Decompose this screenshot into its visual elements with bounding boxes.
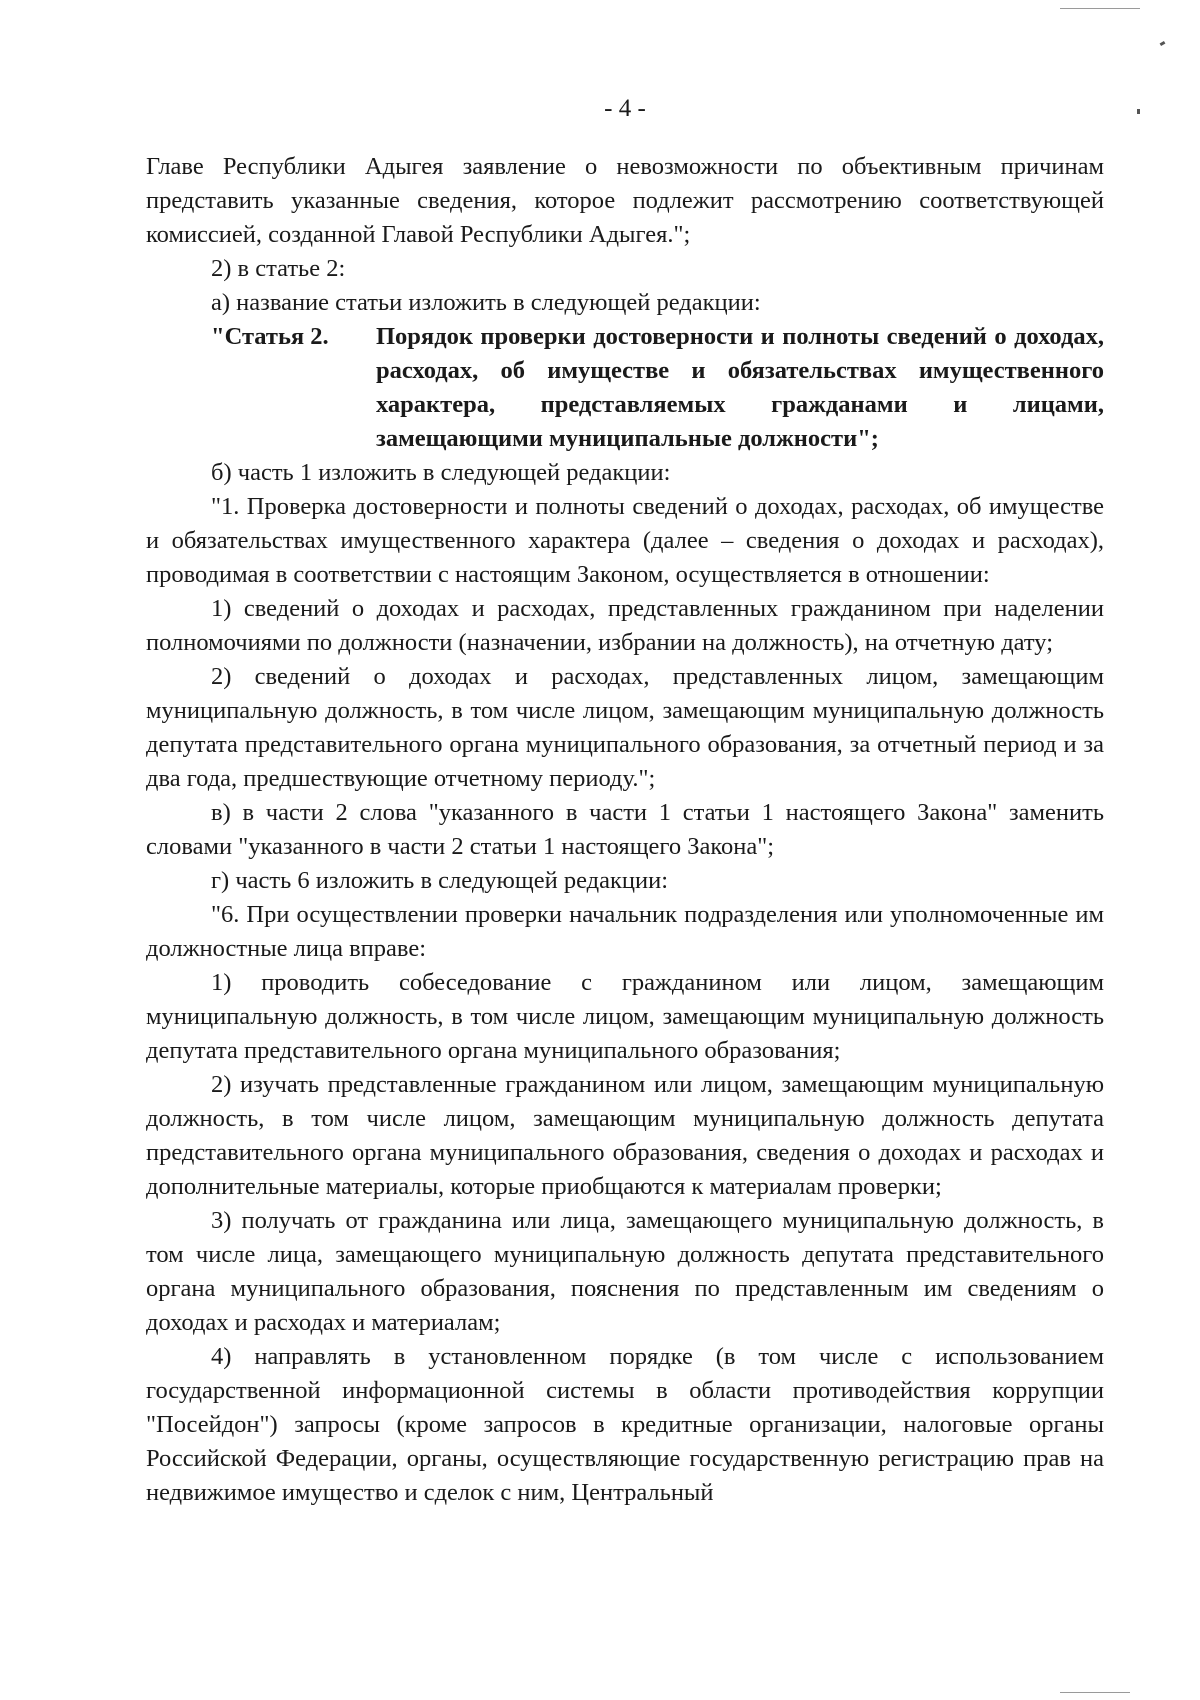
paragraph: г) часть 6 изложить в следующей редакции: [211,867,669,894]
article-heading [146,320,1104,456]
paragraph: "6. При осуществлении проверки начальник подразделения или уполномоченные им должностные лица вправе: [146,901,1104,962]
paragraph: 4) направлять в установленном порядке (в том числе с использованием государственной информационной системы в области противодействия коррупции "Посейдон") запросы (кроме запросов в кредитные организации, налоговые органы Российской Федерации, органы, осуществляющие государственную регистрацию прав на недвижимое имущество и сделок с ним, Центральный [146,1343,1104,1506]
paragraph: а) название статьи изложить в следующей редакции: [211,289,761,316]
paragraph: 2) в статье 2: [211,255,346,282]
article-label: "Статья 2. [211,323,329,350]
paragraph: в) в части 2 слова "указанного в части 1 статьи 1 настоящего Закона" заменить словами "указанного в части 2 статьи 1 настоящего Закона"; [146,799,1104,860]
scan-speck [1160,41,1166,46]
article-title: Порядок проверки достоверности и полноты сведений о доходах, расходах, об имуществе и обязательствах имущественного характера, представляемых гражданами и лицами, замещающими муниципальные должности"; [376,323,1104,452]
paragraph: 1) проводить собеседование с гражданином или лицом, замещающим муниципальную должность, в том числе лицом, замещающим муниципальную должность депутата представительного органа муниципального образования; [146,969,1104,1064]
document-body [146,150,1104,1510]
paragraph: 1) сведений о доходах и расходах, представленных гражданином при наделении полномочиями по должности (назначении, избрании на должность), на отчетную дату; [146,595,1104,656]
scan-edge-line [1060,1692,1130,1693]
paragraph: Главе Республики Адыгея заявление о невозможности по объективным причинам представить указанные сведения, которое подлежит рассмотрению соответствующей комиссией, созданной Главой Республики Адыгея."; [146,153,1104,248]
paragraph: 2) изучать представленные гражданином или лицом, замещающим муниципальную должность, в том числе лицом, замещающим муниципальную должность депутата представительного органа муниципального образования, сведения о доходах и расходах и дополнительные материалы, которые приобщаются к материалам проверки; [146,1071,1104,1200]
paragraph: 3) получать от гражданина или лица, замещающего муниципальную должность, в том числе лица, замещающего муниципальную должность депутата представительного органа муниципального образования, пояснения по представленным им сведениям о доходах и расходах и материалам; [146,1207,1104,1336]
paragraph: б) часть 1 изложить в следующей редакции: [211,459,671,486]
scan-edge-line [1060,8,1140,9]
paragraph: 2) сведений о доходах и расходах, представленных лицом, замещающим муниципальную должность, в том числе лицом, замещающим муниципальную должность депутата представительного органа муниципального образования, за отчетный период и за два года, предшествующие отчетному периоду."; [146,663,1104,792]
page-number: - 4 - [604,95,646,122]
paragraph: "1. Проверка достоверности и полноты сведений о доходах, расходах, об имуществе и обязательствах имущественного характера (далее – сведения о доходах и расходах), проводимая в соответствии с настоящим Законом, осуществляется в отношении: [146,493,1104,588]
